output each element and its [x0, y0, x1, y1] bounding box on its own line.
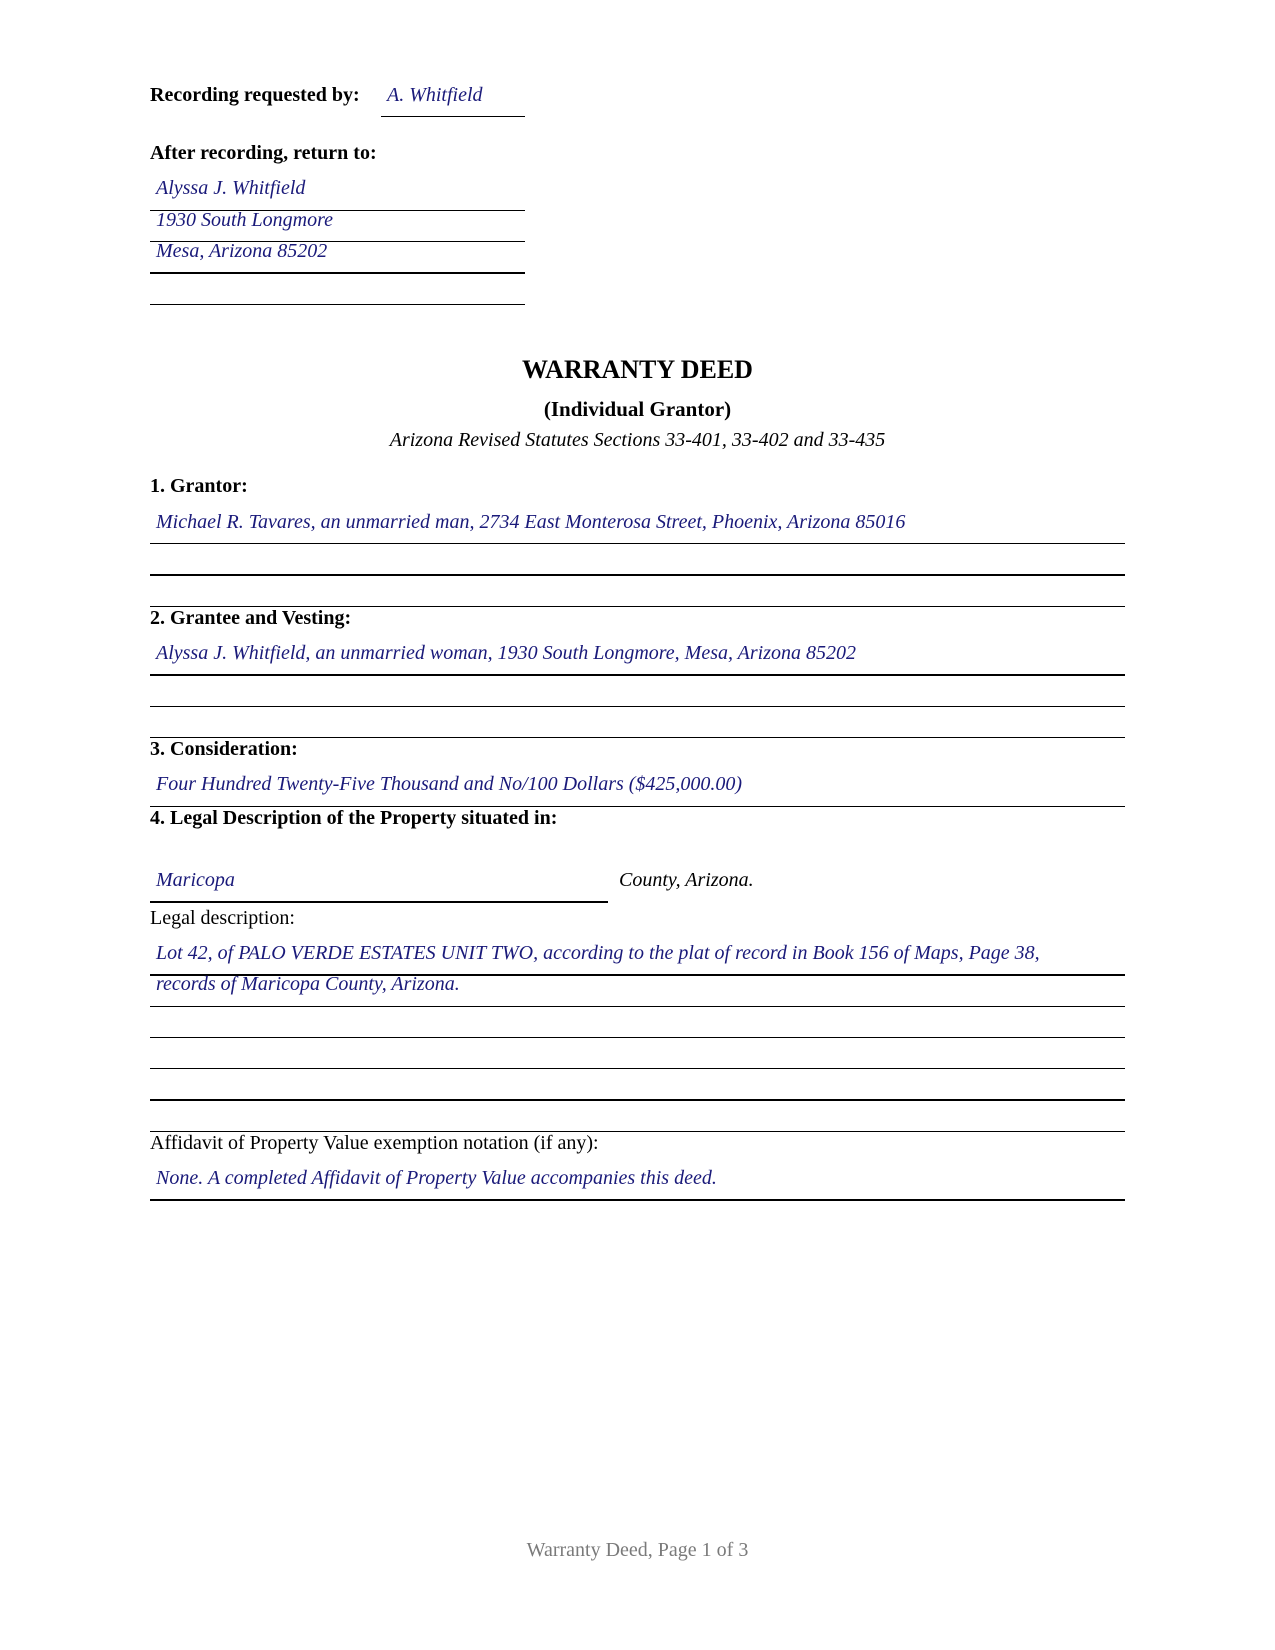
- grantee-rule-1: [150, 674, 1125, 676]
- page-footer: Warranty Deed, Page 1 of 3: [526, 1539, 749, 1561]
- affidavit-rule: [150, 1199, 1125, 1201]
- return-line-city[interactable]: Mesa, Arizona 85202: [156, 240, 328, 262]
- return-line-3-rule: [150, 272, 525, 274]
- legal-rule-5: [150, 1099, 1125, 1101]
- requested-by-underline: [381, 116, 525, 117]
- consideration-value[interactable]: Four Hundred Twenty-Five Thousand and No/100 Dollars ($425,000.00): [156, 773, 743, 795]
- recording-requested-value[interactable]: A. Whitfield: [387, 84, 483, 106]
- page-subtitle: (Individual Grantor): [543, 397, 732, 421]
- legal-rule-4: [150, 1068, 1125, 1069]
- grantor-value[interactable]: Michael R. Tavares, an unmarried man, 2734 East Monterosa Street, Phoenix, Arizona 85016: [156, 511, 906, 533]
- return-to-label: After recording, return to:: [150, 142, 377, 164]
- grantee-label: 2. Grantee and Vesting:: [150, 607, 352, 629]
- legal-rule-3: [150, 1037, 1125, 1038]
- grantor-label: 1. Grantor:: [150, 475, 248, 497]
- recording-requested-label: Recording requested by:: [150, 84, 360, 106]
- return-line-4-rule: [150, 304, 525, 305]
- grantor-rule-1: [150, 543, 1125, 544]
- legal-description-line-2[interactable]: records of Maricopa County, Arizona.: [156, 973, 460, 995]
- legal-description-line-1[interactable]: Lot 42, of PALO VERDE ESTATES UNIT TWO, according to the plat of record in Book 156 of Maps, Page 38,: [156, 942, 1040, 964]
- return-line-street[interactable]: 1930 South Longmore: [156, 209, 334, 231]
- return-line-name[interactable]: Alyssa J. Whitfield: [156, 177, 306, 199]
- grantee-value[interactable]: Alyssa J. Whitfield, an unmarried woman, 1930 South Longmore, Mesa, Arizona 85202: [156, 642, 856, 664]
- county-rule: [150, 901, 608, 903]
- county-suffix: County, Arizona.: [619, 869, 754, 891]
- grantee-rule-2: [150, 706, 1125, 707]
- grantor-rule-2: [150, 574, 1125, 576]
- legal-description-sublabel: Legal description:: [150, 907, 295, 929]
- county-value[interactable]: Maricopa: [156, 869, 235, 891]
- affidavit-label: Affidavit of Property Value exemption notation (if any):: [150, 1132, 599, 1154]
- legal-rule-2: [150, 1006, 1125, 1007]
- affidavit-value[interactable]: None. A completed Affidavit of Property Value accompanies this deed.: [156, 1167, 717, 1189]
- statute-reference: Arizona Revised Statutes Sections 33-401, 33-402 and 33-435: [389, 429, 886, 451]
- page-title: WARRANTY DEED: [522, 355, 753, 384]
- consideration-label: 3. Consideration:: [150, 738, 298, 760]
- legal-description-label: 4. Legal Description of the Property situated in:: [150, 807, 558, 829]
